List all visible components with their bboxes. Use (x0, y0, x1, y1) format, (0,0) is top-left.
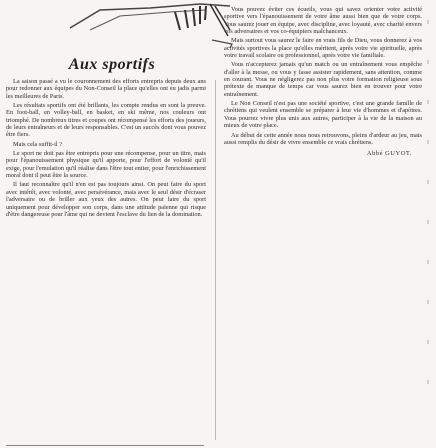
paragraph: Mais cela suffit-il ? (13, 140, 63, 148)
article-title: Aux sportifs (68, 56, 156, 73)
paragraph: La saison passé a vu le couronnement des efforts entrepris depuis deux ans pour redonner aux équipes du Non-Conseil la place qu'elles ont eu jadis parmi les meilleures de Paris. (6, 78, 206, 100)
author-signature: Abbé GUYOT. (366, 150, 412, 158)
column-divider (215, 80, 216, 440)
margin-ticks-decoration (424, 0, 432, 448)
paragraph: Le Non Conseil n'est pas une société sportive, c'est une grande famille de chrétiens qui veulent ensemble se préparer à leur vie d'hommes et d'apôtres. Vous pourrez vivre plus unis aux autres, participer à la vie de la maison au mieux de votre place. (224, 100, 422, 130)
paragraph: Au début de cette année nous nous retrouvons, pleins d'ardeur au jeu, mais aussi remplis du désir de vivre ensemble ce vrais chrétiens. (224, 131, 422, 146)
article-column-2 (224, 6, 422, 446)
paragraph: Vous pouvez éviter ces écueils, vous qui savez orienter votre activité sportive vers l'épanouissement de votre âme aussi bien que de votre corps. Vous saurez jouer en équipe, avec discipline, avec loyauté, avec charité envers vos adversaires et vos co-équipiers malchanceux. (224, 6, 422, 36)
article-column-1 (6, 78, 206, 446)
paragraph: Mais surtout vous saurez le faire en vrais fils de Dieu, vous donnerez à vos activités sportives la place qu'elles méritent, après votre vie spirituelle, après votre travail scolaire ou professionnel, après votre vie familiale. (224, 37, 422, 60)
paragraph: Il faut reconnaître qu'il n'en est pas toujours ainsi. On peut faire du sport avec intérêt, avec volonté, avec persévérance, mais avec le seul désir d'écraser l'adversaire ou de briller aux yeux des autres. On peut faire du sport uniquement pour développer son corps, dans une attitude païenne qui risque d'être dangereuse pour l'âme qui ne devient l'esclave du lien de la domination. (6, 181, 206, 218)
paragraph: Le sport ne doit pas être entrepris pour une récompense, pour un titre, mais pour l'épanouissement physique qu'il apporte, pour l'effort de volonté qu'il exige, pour l'emulation qu'il réalise dans l'être tout entier, pour l'enrichissement moral dont il peut être la source. (6, 150, 206, 180)
paragraph: Vous n'accepterez jamais qu'un match ou un entraînement vous empêche d'aller à la messe, ou vous y fasse assister rapidement, sans attention, comme en courant. Vous ne négligerez pas non plus votre formation religieuse sous prétexte de manque de temps car vous saurez bien en trouver pour votre entraînement. (224, 61, 422, 98)
paragraph: Les résultats sportifs ont été brillants, les compte rendus en sont la preuve. En foot-ball, en volley-ball, en basket, en ski même, nos couleurs ont triomphé. De nombreux titres et coupes ont récompensé les efforts des joueurs, de leurs entraîneurs et de leurs responsables. C'est un succès dont vous pouvez être fiers. (6, 102, 206, 139)
bottom-rule (6, 445, 204, 446)
